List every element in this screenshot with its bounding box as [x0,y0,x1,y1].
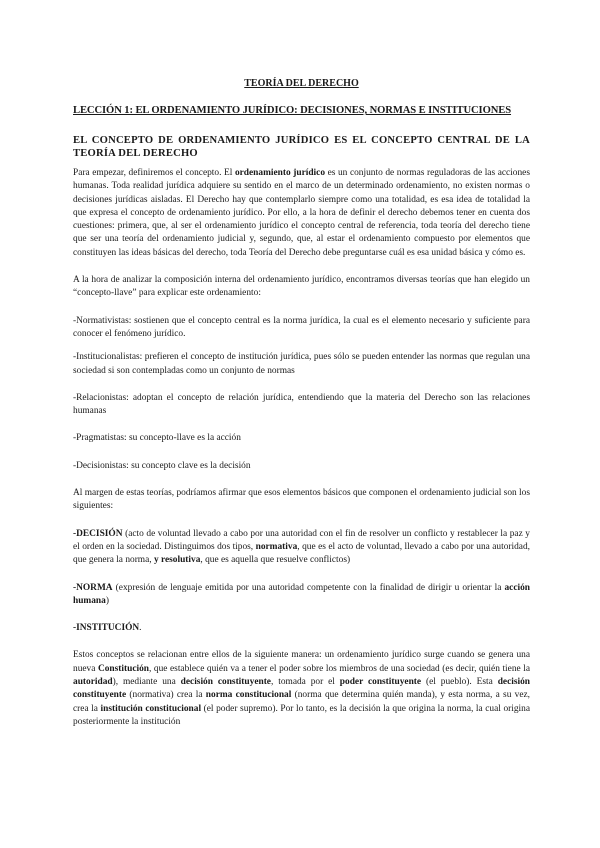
text-run: . [139,623,142,634]
element-decision [73,528,530,568]
bold-term: decisión constituyente [73,677,531,701]
text-run: (norma que determina quién manda), y esta norma, a su vez, crea la [73,690,531,714]
text-run: (normativa) crea la [126,690,206,701]
section-heading: EL CONCEPTO DE ORDENAMIENTO JURÍDICO ES EL CONCEPTO CENTRAL DE LA TEORÍA DEL DERECHO [73,135,530,159]
bold-term: autoridad [73,677,113,688]
text-run: , que establece quién va a tener el poder sobre los miembros de una sociedad (es decir, quién tiene la [149,663,530,674]
bold-term: normativa [255,541,298,552]
bold-term: y resolutiva [153,555,201,566]
text-run: ), mediante una [112,677,181,688]
bold-term: institución constitucional [100,703,202,714]
text-run: , tomada por el [270,677,340,688]
paragraph-definition [73,167,530,260]
bold-term: poder constituyente [339,677,422,688]
text-run: (el pueblo). Esta [421,677,498,688]
bold-term: norma constitucional [205,690,292,701]
bold-term: -DECISIÓN [73,528,123,539]
document-page [73,78,530,729]
bold-term: acción humana [73,582,530,606]
bold-term: decisión constituyente [180,677,271,688]
text-run: Para empezar, definiremos el concepto. El [73,168,235,178]
paragraph-relationship [73,649,530,729]
element-institucion [73,622,530,635]
text-run: (acto de voluntad llevado a cabo por una autoridad con el fin de resolver un conflicto y restablecer la paz y el orden en la sociedad. Distinguimos dos tipos, [73,528,530,552]
bold-term: ordenamiento jurídico [234,168,326,178]
theory-institucionalistas: -Institucionalistas: prefieren el concepto de institución jurídica, pues sólo se pueden entender las normas que regulan una sociedad si son contempladas como un conjunto de normas [73,352,530,376]
theory-decisionistas: -Decisionistas: su concepto clave es la decisión [73,460,251,471]
text-run: (expresión de lenguaje emitida por una autoridad competente con la finalidad de dirigir u orientar la [112,582,505,593]
paragraph-elements-intro: Al margen de estas teorías, podríamos afirmar que esos elementos básicos que componen el ordenamiento judicial son los siguientes: [73,488,530,512]
bold-term: Constitución [97,663,150,674]
theory-relacionistas: -Relacionistas: adoptan el concepto de relación jurídica, entendiendo que la materia del Derecho son las relaciones humanas [73,392,530,417]
text-run: (el poder supremo). Por lo tanto, es la decisión la que origina la norma, la cual origina posteriormente la institución [73,703,531,727]
paragraph-theories-intro: A la hora de analizar la composición interna del ordenamiento jurídico, encontramos diversas teorías que han elegido un “concepto-llave” para explicar este ordenamiento: [73,275,530,299]
lesson-title: LECCIÓN 1: EL ORDENAMIENTO JURÍDICO: DECISIONES, NORMAS E INSTITUCIONES [73,105,512,116]
text-run: , que es el acto de voluntad, llevado a cabo por una autoridad, que genera la norma, [73,541,530,566]
text-run: Estos conceptos se relacionan entre ellos de la siguiente manera: un ordenamiento jurídico surge cuando se genera una nueva [73,650,530,674]
text-run: ) [105,595,109,606]
theory-pragmatistas: -Pragmatistas: su concepto-llave es la acción [73,433,241,444]
text-run: es un conjunto de normas reguladoras de las acciones humanas. Toda realidad jurídica adquiere su sentido en el marco de un determinado ordenamiento, no existen normas o decisiones jurídicas aisladas. El Derecho hay que contemplarlo siempre como una totalidad, es esa idea de totalidad la que expresa el concepto de ordenamiento jurídico. Por ello, a la hora de definir el derecho debemos tener en cuenta dos cuestiones: primera, que, al ser el ordenamiento jurídico el concepto central de referencia, toda teoría del derecho tiene que ser una teoría del ordenamiento judicial y, segundo, que, al estar el ordenamiento compuesto por elementos que constituyen las ideas básicas del derecho, toda Teoría del Derecho debe preguntarse cuál es esa unidad básica y cómo es. [73,168,530,258]
text-run: , que es aquella que resuelve conflictos) [200,555,351,566]
document-title: TEORÍA DEL DERECHO [244,78,359,89]
bold-term: -NORMA [73,582,113,593]
theory-normativistas: -Normativistas: sostienen que el concepto central es la norma jurídica, la cual es el elemento necesario y suficiente para conocer el fenómeno jurídico. [73,315,530,339]
element-norma [73,582,530,609]
bold-term: -INSTITUCIÓN [73,623,140,634]
